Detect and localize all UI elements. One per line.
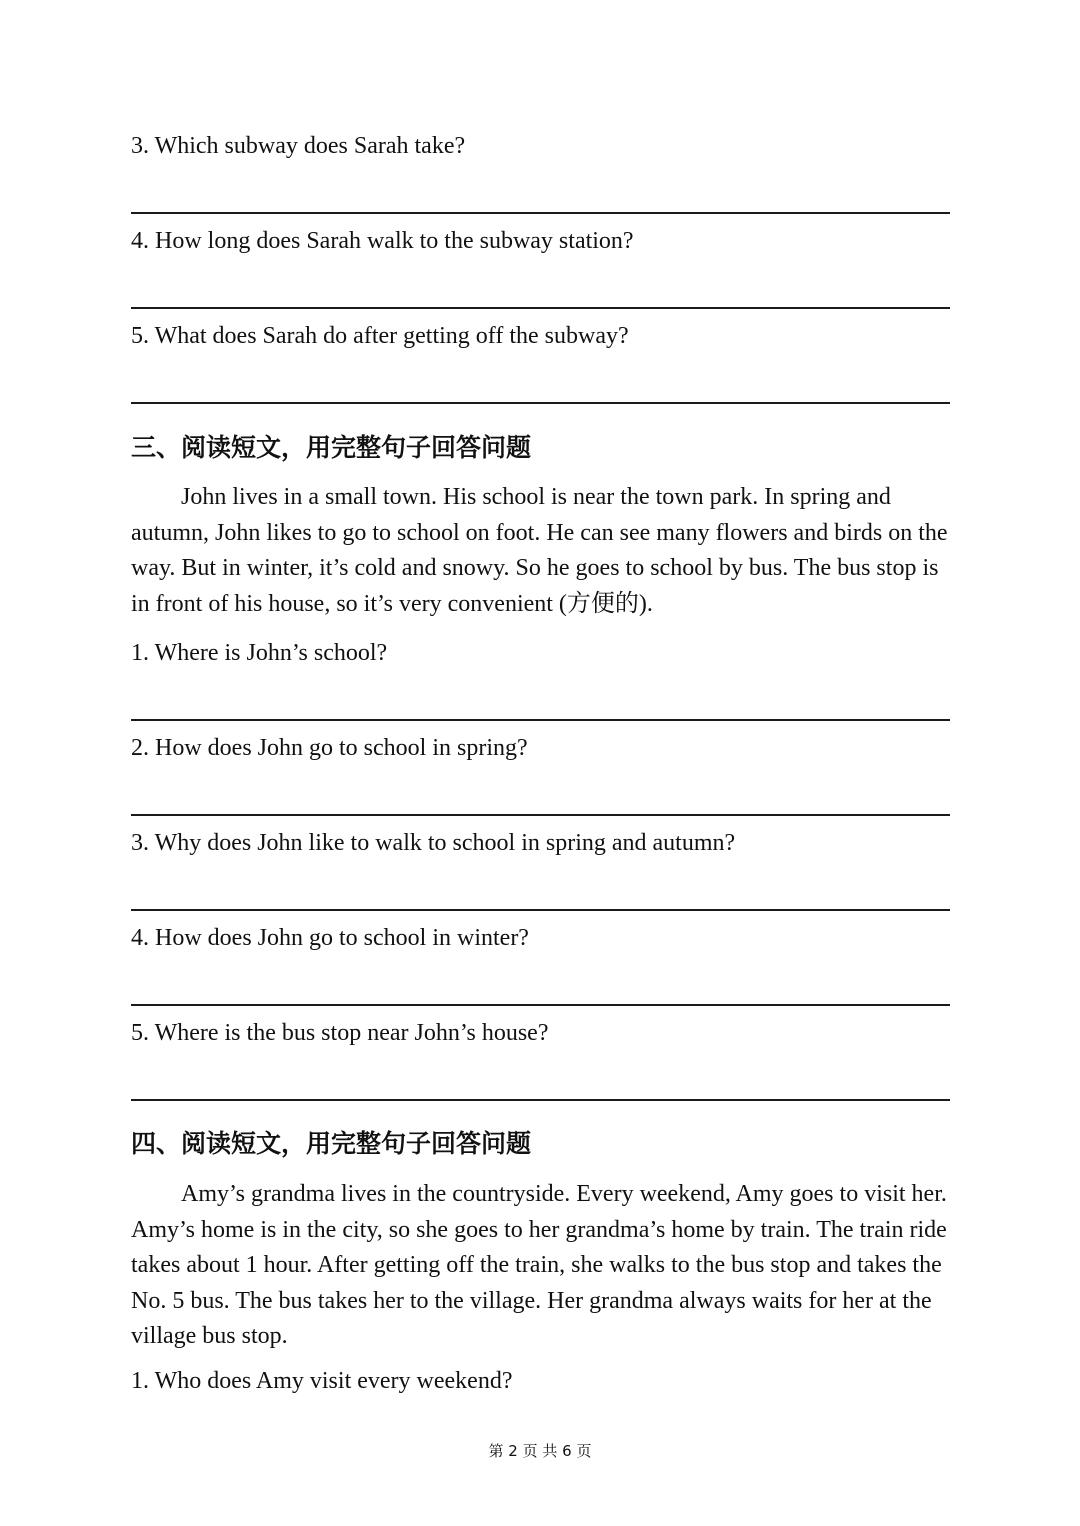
answer-line[interactable] xyxy=(131,402,950,404)
answer-line[interactable] xyxy=(131,212,950,214)
answer-line[interactable] xyxy=(131,909,950,911)
question-text: 4. How long does Sarah walk to the subway station? xyxy=(131,228,634,254)
answer-line[interactable] xyxy=(131,719,950,721)
question-text: 3. Which subway does Sarah take? xyxy=(131,133,466,159)
question-text: 5. What does Sarah do after getting off the subway? xyxy=(131,323,629,349)
question-text: 4. How does John go to school in winter? xyxy=(131,925,529,951)
question-text: 2. How does John go to school in spring? xyxy=(131,735,528,761)
answer-line[interactable] xyxy=(131,814,950,816)
reading-passage xyxy=(131,1177,961,1355)
answer-line[interactable] xyxy=(131,1004,950,1006)
answer-line[interactable] xyxy=(131,1099,950,1101)
question-text: 1. Who does Amy visit every weekend? xyxy=(131,1368,513,1394)
question-text: 1. Where is John’s school? xyxy=(131,640,388,666)
section-heading: 四、阅读短文，用完整句子回答问题 xyxy=(131,1129,532,1158)
question-text: 3. Why does John like to walk to school in spring and autumn? xyxy=(131,830,736,856)
passage-text: John lives in a small town. His school is near the town park. In spring and autumn, John likes to go to school on foot. He can see many flowers and birds on the way. But in winter, it’s cold and snowy. So he goes to school by bus. The bus stop is in front of his house, so it’s very convenient (方便的). xyxy=(131,484,948,617)
section-heading: 三、阅读短文，用完整句子回答问题 xyxy=(131,433,532,462)
reading-passage xyxy=(131,480,961,622)
answer-line[interactable] xyxy=(131,307,950,309)
page-number: 第 2 页 共 6 页 xyxy=(488,1442,592,1460)
question-text: 5. Where is the bus stop near John’s house? xyxy=(131,1020,549,1046)
passage-text: Amy’s grandma lives in the countryside. Every weekend, Amy goes to visit her. Amy’s home is in the city, so she goes to her grandma’s home by train. The train ride takes about 1 hour. After getting off the train, she walks to the bus stop and takes the No. 5 bus. The bus takes her to the village. Her grandma always waits for her at the village bus stop. xyxy=(131,1181,947,1349)
